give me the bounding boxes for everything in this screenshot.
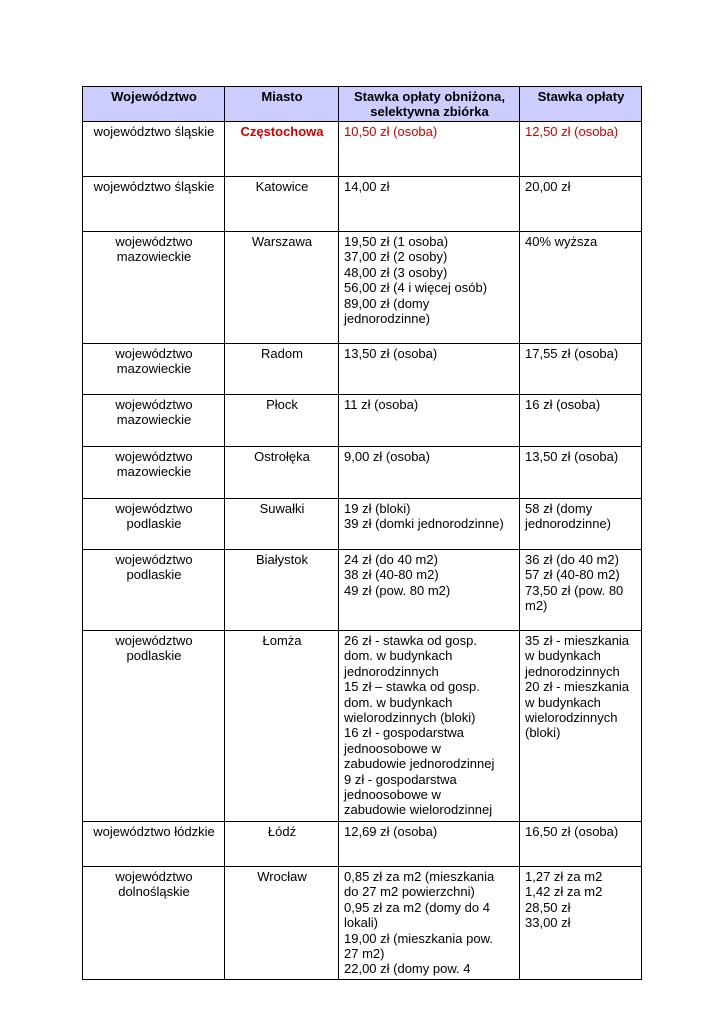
- cell-full-rate: [520, 177, 642, 232]
- cell-reduced-rate: [339, 822, 520, 867]
- cell-city: [225, 447, 339, 499]
- cell-voivodeship: [83, 395, 225, 447]
- header-city: Miasto: [225, 87, 339, 122]
- cell-line: województwo śląskie: [93, 179, 215, 194]
- cell-line: województwo łódzkie: [93, 824, 215, 839]
- cell-city: [225, 499, 339, 550]
- cell-line: 38 zł (40-80 m2): [344, 567, 439, 583]
- cell-line: województwo: [115, 552, 193, 567]
- cell-line: dolnośląskie: [118, 884, 190, 900]
- cell-line: 48,00 zł (3 osoby): [344, 264, 448, 280]
- cell-line: 17,55 zł (osoba): [525, 346, 619, 361]
- header-reduced-rate: Stawka opłaty obniżona, selektywna zbiórka: [339, 87, 520, 122]
- table-row: [83, 395, 642, 447]
- cell-line: 11 zł (osoba): [344, 397, 419, 412]
- cell-line: zabudowie jednorodzinnej: [344, 756, 495, 772]
- header-row: [83, 87, 642, 122]
- cell-line: województwo: [115, 234, 193, 249]
- cell-line: do 27 m2 powierzchni): [344, 884, 475, 900]
- cell-line: podlaskie: [126, 516, 182, 532]
- cell-full-rate: [520, 822, 642, 867]
- cell-line: jednorodzinnych: [525, 663, 620, 679]
- cell-voivodeship: [83, 122, 225, 177]
- cell-line: wielorodzinnych (bloki): [344, 710, 476, 726]
- cell-full-rate: [520, 631, 642, 822]
- cell-line: 10,50 zł (osoba): [344, 124, 438, 139]
- cell-reduced-rate: [339, 447, 520, 499]
- cell-line: 36 zł (do 40 m2): [525, 552, 619, 567]
- cell-voivodeship: [83, 867, 225, 980]
- cell-line: 49 zł (pow. 80 m2): [344, 582, 451, 598]
- cell-line: województwo: [115, 869, 193, 884]
- cell-line: 19,00 zł (mieszkania pow.: [344, 930, 493, 946]
- table-row: [83, 232, 642, 344]
- cell-voivodeship: [83, 550, 225, 631]
- cell-city: [225, 344, 339, 395]
- cell-line: zabudowie wielorodzinnej: [344, 802, 493, 818]
- cell-line: 89,00 zł (domy: [344, 295, 430, 311]
- cell-line: jednorodzinne): [525, 516, 612, 532]
- cell-full-rate: [520, 550, 642, 631]
- cell-reduced-rate: [339, 122, 520, 177]
- cell-line: 73,50 zł (pow. 80: [525, 582, 624, 598]
- cell-line: jednorodzinnych: [344, 663, 439, 679]
- table-row: [83, 177, 642, 232]
- cell-voivodeship: [83, 499, 225, 550]
- cell-line: jednoosobowe w: [344, 740, 441, 756]
- cell-reduced-rate: [339, 344, 520, 395]
- cell-line: w budynkach: [525, 694, 601, 710]
- table-row: [83, 631, 642, 822]
- cell-line: w budynkach: [525, 648, 601, 664]
- cell-full-rate: [520, 232, 642, 344]
- table-body: [83, 122, 642, 980]
- cell-voivodeship: [83, 631, 225, 822]
- cell-line: 20,00 zł: [525, 179, 571, 194]
- cell-line: województwo śląskie: [93, 124, 215, 139]
- cell-line: 16 zł - gospodarstwa: [344, 725, 464, 741]
- cell-line: dom. w budynkach: [344, 694, 453, 710]
- cell-line: (bloki): [525, 725, 561, 741]
- cell-reduced-rate: [339, 631, 520, 822]
- cell-line: Płock: [266, 397, 298, 412]
- cell-reduced-rate: [339, 395, 520, 447]
- cell-reduced-rate: [339, 550, 520, 631]
- cell-line: 26 zł - stawka od gosp.: [344, 633, 477, 648]
- cell-line: 39 zł (domki jednorodzinne): [344, 516, 504, 532]
- cell-line: 20 zł - mieszkania: [525, 679, 630, 695]
- cell-reduced-rate: [339, 867, 520, 980]
- cell-reduced-rate: [339, 499, 520, 550]
- cell-line: 35 zł - mieszkania: [525, 633, 630, 648]
- cell-city: [225, 232, 339, 344]
- cell-voivodeship: [83, 822, 225, 867]
- table-row: [83, 447, 642, 499]
- cell-full-rate: [520, 395, 642, 447]
- cell-line: 13,50 zł (osoba): [344, 346, 438, 361]
- cell-line: mazowieckie: [116, 464, 192, 480]
- cell-line: 33,00 zł: [525, 915, 571, 931]
- table-row: [83, 550, 642, 631]
- cell-full-rate: [520, 122, 642, 177]
- cell-line: 9 zł - gospodarstwa: [344, 771, 457, 787]
- cell-line: Katowice: [255, 179, 309, 194]
- cell-line: Łomża: [262, 633, 302, 648]
- cell-city: [225, 550, 339, 631]
- cell-line: Suwałki: [259, 501, 305, 516]
- cell-full-rate: [520, 499, 642, 550]
- table-row: [83, 122, 642, 177]
- cell-voivodeship: [83, 232, 225, 344]
- cell-line: 13,50 zł (osoba): [525, 449, 619, 464]
- cell-line: województwo: [115, 397, 193, 412]
- cell-line: 12,69 zł (osoba): [344, 824, 438, 839]
- cell-full-rate: [520, 867, 642, 980]
- cell-line: Radom: [261, 346, 303, 361]
- cell-voivodeship: [83, 344, 225, 395]
- cell-city: [225, 867, 339, 980]
- cell-line: 58 zł (domy: [525, 501, 593, 516]
- cell-line: 14,00 zł: [344, 179, 390, 194]
- cell-line: mazowieckie: [116, 361, 192, 377]
- cell-line: województwo: [115, 633, 193, 648]
- cell-reduced-rate: [339, 232, 520, 344]
- cell-city: [225, 177, 339, 232]
- cell-line: 19,50 zł (1 osoba): [344, 234, 449, 249]
- table-row: [83, 499, 642, 550]
- cell-line: 56,00 zł (4 i więcej osób): [344, 280, 488, 296]
- fee-table: [82, 86, 642, 980]
- cell-line: województwo: [115, 346, 193, 361]
- table-row: [83, 822, 642, 867]
- table-row: [83, 344, 642, 395]
- cell-line: województwo: [115, 449, 193, 464]
- cell-voivodeship: [83, 177, 225, 232]
- cell-city: [225, 631, 339, 822]
- cell-line: 12,50 zł (osoba): [525, 124, 619, 139]
- cell-line: 1,27 zł za m2: [525, 869, 603, 884]
- cell-line: 40% wyższa: [525, 234, 598, 249]
- cell-line: podlaskie: [126, 567, 182, 583]
- cell-line: Łódź: [267, 824, 297, 839]
- cell-line: 19 zł (bloki): [344, 501, 411, 516]
- cell-line: 0,85 zł za m2 (mieszkania: [344, 869, 495, 884]
- cell-line: 27 m2): [344, 946, 385, 962]
- cell-line: 15 zł – stawka od gosp.: [344, 679, 480, 695]
- table-row: [83, 867, 642, 980]
- cell-line: 0,95 zł za m2 (domy do 4: [344, 899, 490, 915]
- cell-line: dom. w budynkach: [344, 648, 453, 664]
- cell-full-rate: [520, 447, 642, 499]
- cell-line: jednoosobowe w: [344, 787, 441, 803]
- cell-line: Częstochowa: [240, 124, 324, 139]
- cell-line: wielorodzinnych: [525, 710, 618, 726]
- cell-line: podlaskie: [126, 648, 182, 664]
- cell-city: [225, 395, 339, 447]
- cell-line: 16,50 zł (osoba): [525, 824, 619, 839]
- cell-full-rate: [520, 344, 642, 395]
- cell-city: [225, 122, 339, 177]
- cell-voivodeship: [83, 447, 225, 499]
- cell-line: Wrocław: [257, 869, 307, 884]
- cell-line: Białystok: [255, 552, 309, 567]
- cell-line: jednorodzinne): [344, 311, 431, 327]
- cell-line: 24 zł (do 40 m2): [344, 552, 438, 567]
- header-voivodeship: Województwo: [83, 87, 225, 122]
- cell-line: województwo: [115, 501, 193, 516]
- cell-line: mazowieckie: [116, 249, 192, 265]
- cell-line: Warszawa: [251, 234, 313, 249]
- header-full-rate: Stawka opłaty: [520, 87, 642, 122]
- cell-line: 16 zł (osoba): [525, 397, 601, 412]
- cell-line: 22,00 zł (domy pow. 4: [344, 961, 471, 977]
- cell-line: 9,00 zł (osoba): [344, 449, 430, 464]
- cell-line: Ostrołęka: [254, 449, 310, 464]
- cell-line: 37,00 zł (2 osoby): [344, 249, 448, 265]
- cell-line: lokali): [344, 915, 378, 931]
- cell-line: mazowieckie: [116, 412, 192, 428]
- cell-line: m2): [525, 598, 548, 614]
- cell-reduced-rate: [339, 177, 520, 232]
- cell-line: 1,42 zł za m2: [525, 884, 603, 900]
- cell-line: 57 zł (40-80 m2): [525, 567, 620, 583]
- cell-line: 28,50 zł: [525, 899, 571, 915]
- cell-city: [225, 822, 339, 867]
